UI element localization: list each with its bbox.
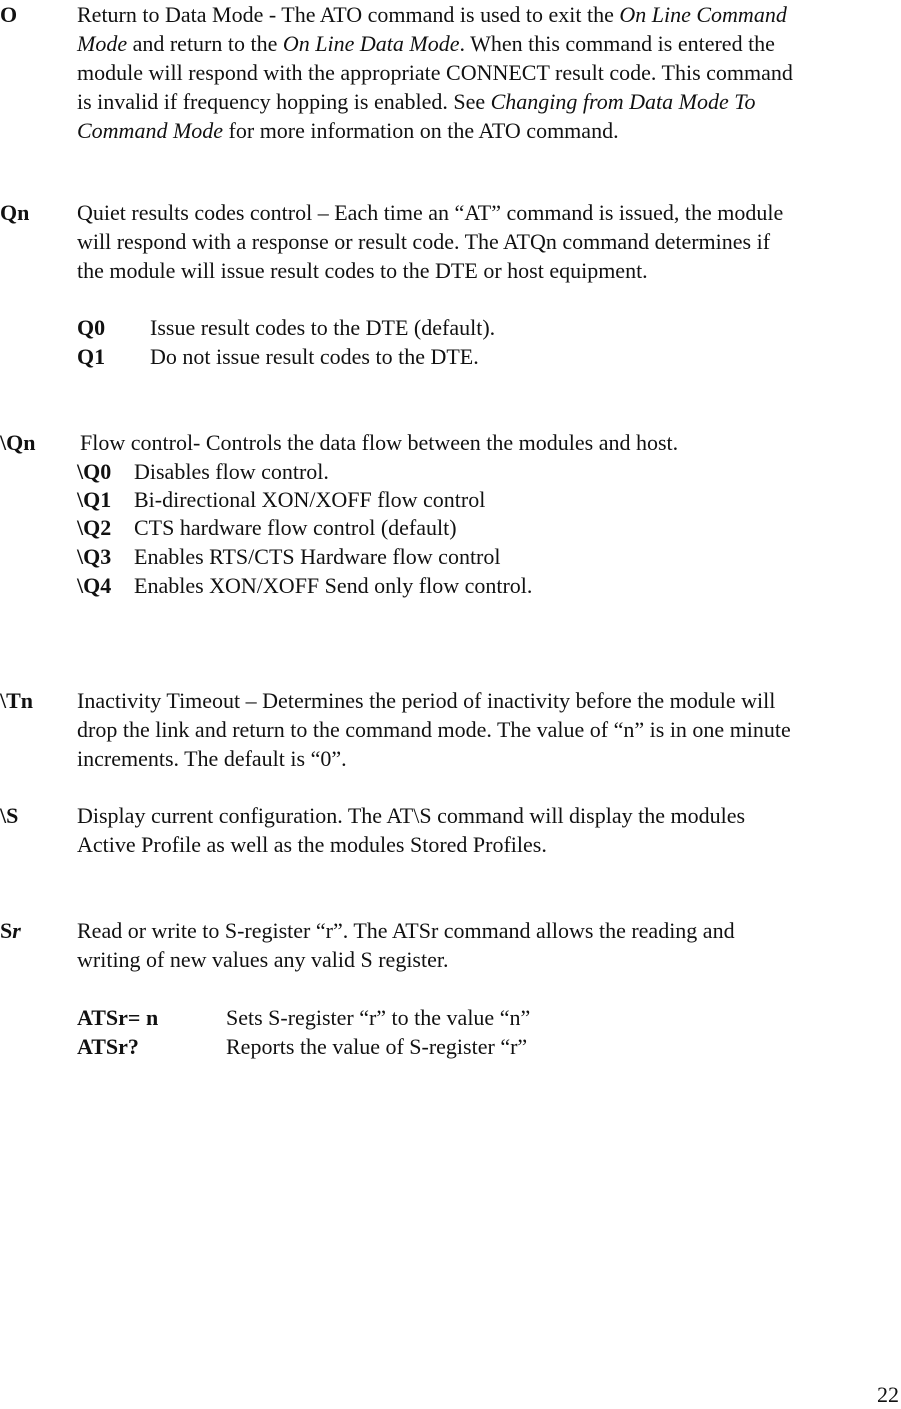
option-key: ATSr? [77, 1034, 139, 1059]
command-backslash-s-description [77, 801, 901, 859]
command-key-backslash-tn: \Tn [0, 688, 34, 713]
desc-line: Quiet results codes control – Each time an “AT” command is issued, the module [77, 200, 784, 225]
desc-line: Read or write to S-register “r”. The ATSr command allows the reading and [77, 918, 735, 943]
option-key: \Q1 [77, 487, 112, 512]
option-text: Bi-directional XON/XOFF flow control [134, 487, 486, 512]
desc-line: writing of new values any valid S register. [77, 947, 449, 972]
option-bq3 [77, 542, 501, 571]
desc-line: will respond with a response or result code. The ATQn command determines if [77, 229, 771, 254]
option-text: Sets S-register “r” to the value “n” [226, 1005, 531, 1030]
option-atsr-set [77, 1003, 531, 1032]
option-key: ATSr= n [77, 1005, 159, 1030]
option-q0 [77, 313, 496, 342]
command-o-description [77, 0, 901, 145]
desc-line: Inactivity Timeout – Determines the period of inactivity before the module will [77, 688, 776, 713]
option-text: Issue result codes to the DTE (default). [150, 315, 496, 340]
command-backslash-tn-description [77, 686, 901, 773]
desc-line: Command Mode for more information on the ATO command. [77, 118, 619, 143]
desc-line: Mode and return to the On Line Data Mode. When this command is entered the [77, 31, 775, 56]
option-text: CTS hardware flow control (default) [134, 515, 457, 540]
command-key-backslash-qn: \Qn [0, 430, 36, 455]
option-key: \Q3 [77, 544, 112, 569]
option-bq1 [77, 485, 486, 514]
desc-line: is invalid if frequency hopping is enabled. See Changing from Data Mode To [77, 89, 756, 114]
option-bq2 [77, 513, 457, 542]
desc-line: increments. The default is “0”. [77, 746, 347, 771]
page-number: 22 [877, 1382, 899, 1407]
command-key-qn: Qn [0, 200, 30, 225]
option-key: \Q0 [77, 459, 112, 484]
option-atsr-query [77, 1032, 528, 1061]
command-backslash-qn-description [80, 428, 901, 457]
option-text: Enables RTS/CTS Hardware flow control [134, 544, 501, 569]
desc-line: Flow control- Controls the data flow between the modules and host. [80, 430, 679, 455]
option-key: Q0 [77, 315, 106, 340]
command-key-backslash-s: \S [0, 803, 19, 828]
desc-line: module will respond with the appropriate CONNECT result code. This command [77, 60, 793, 85]
desc-line: the module will issue result codes to the DTE or host equipment. [77, 258, 648, 283]
command-key-o: O [0, 2, 18, 27]
option-bq0 [77, 457, 329, 486]
option-text: Do not issue result codes to the DTE. [150, 344, 479, 369]
option-text: Enables XON/XOFF Send only flow control. [134, 573, 533, 598]
desc-line: Return to Data Mode - The ATO command is used to exit the On Line Command [77, 2, 787, 27]
option-text: Disables flow control. [134, 459, 329, 484]
desc-line: Display current configuration. The AT\S command will display the modules [77, 803, 746, 828]
desc-line: Active Profile as well as the modules Stored Profiles. [77, 832, 547, 857]
option-q1 [77, 342, 479, 371]
command-sr-description [77, 916, 901, 974]
desc-line: drop the link and return to the command mode. The value of “n” is in one minute [77, 717, 791, 742]
option-bq4 [77, 571, 533, 600]
option-key: Q1 [77, 344, 106, 369]
option-key: \Q2 [77, 515, 112, 540]
option-key: \Q4 [77, 573, 112, 598]
command-qn-description [77, 198, 901, 285]
option-text: Reports the value of S-register “r” [226, 1034, 528, 1059]
command-key-sr: Sr [0, 918, 21, 943]
